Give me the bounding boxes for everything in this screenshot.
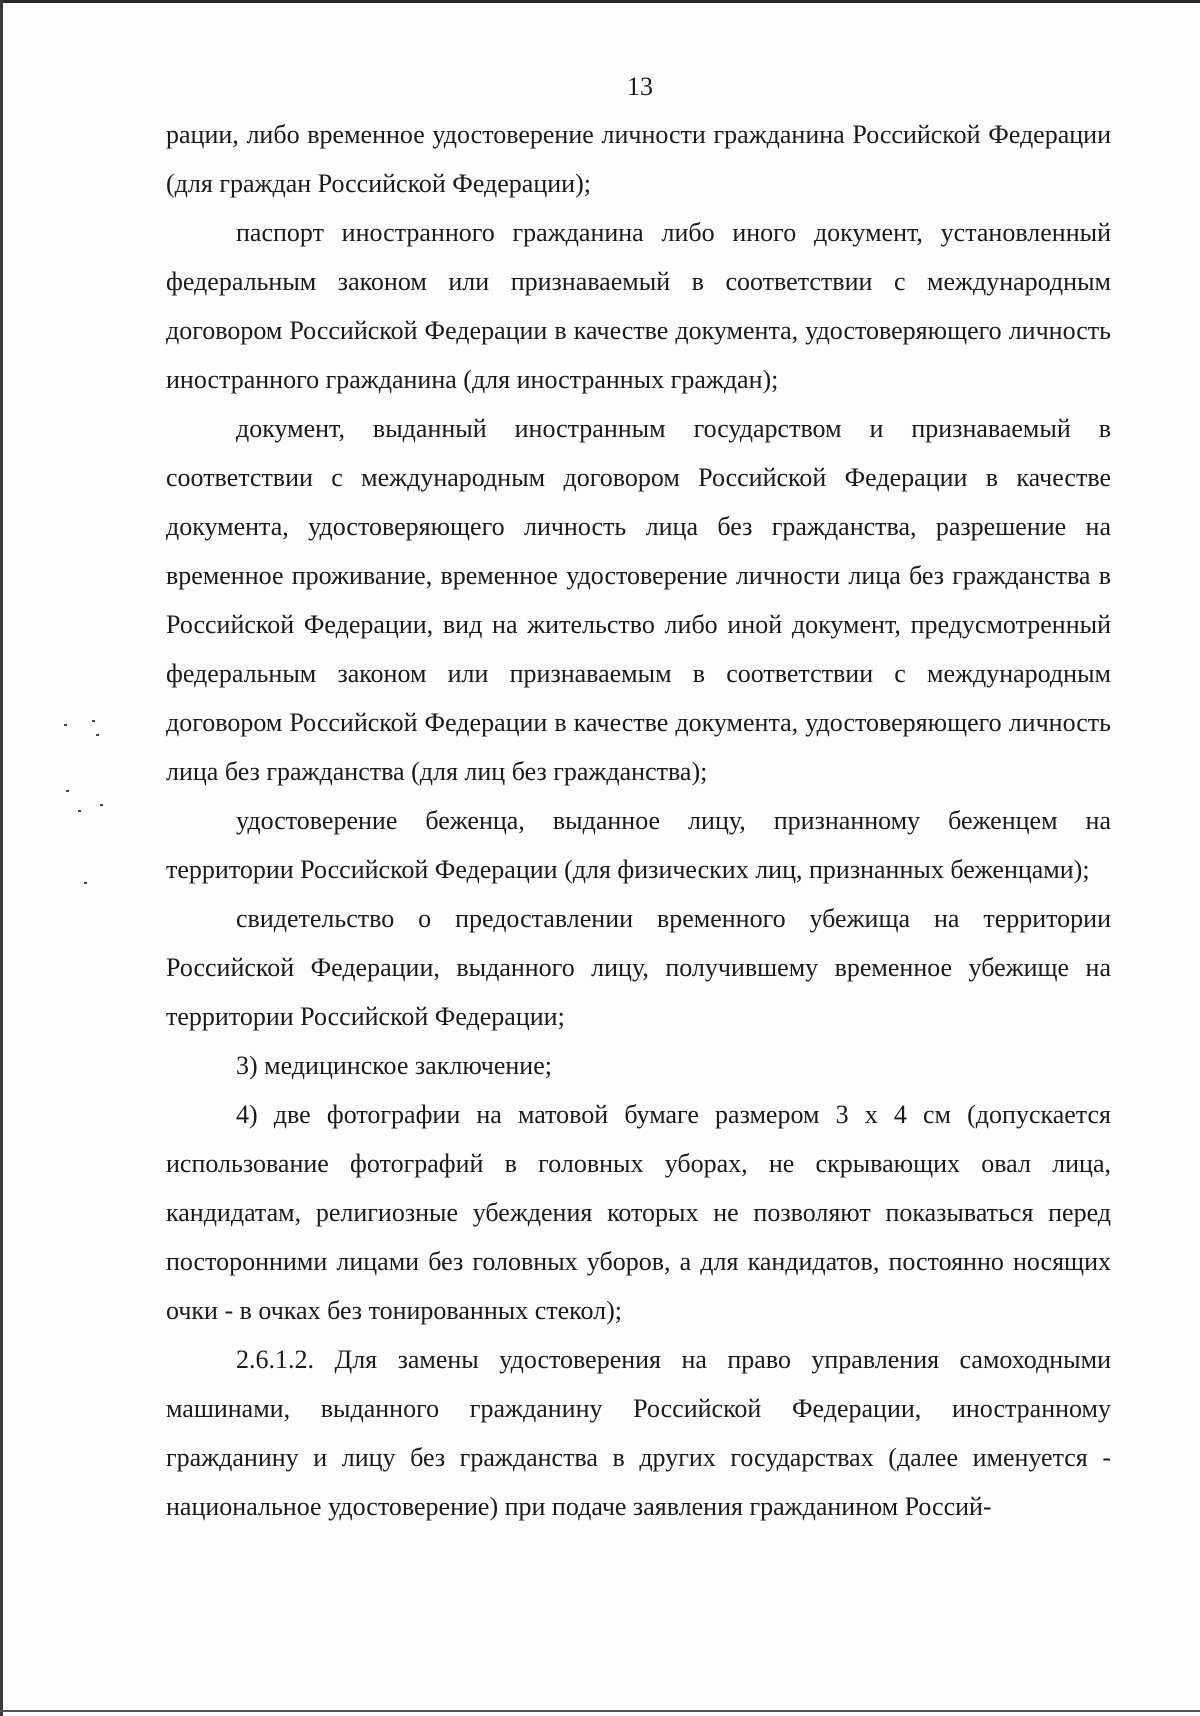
paragraph-8: 2.6.1.2. Для замены удостоверения на право управления самоходными машинами, выданного гражданину Российской Федерации, иностранному гражданину и лицу без гражданства в других государствах (далее именуется - национальное удостоверение) при подаче заявления гражданином Россий- bbox=[166, 1345, 1111, 1521]
scan-edge-top bbox=[0, 0, 1200, 3]
scan-speck bbox=[66, 790, 69, 792]
scan-speck bbox=[64, 724, 67, 726]
paragraph-3: документ, выданный иностранным государством и признаваемый в соответствии с международным договором Российской Федерации в качестве документа, удостоверяющего личность лица без гражданства, разрешение на временное проживание, временное удостоверение личности лица без гражданства в Российской Федерации, вид на жительство либо иной документ, предусмотренный федеральным законом или признаваемым в соответствии с международным договором Российской Федерации в качестве документа, удостоверяющего личность лица без гражданства (для лиц без гражданства); bbox=[166, 414, 1111, 786]
scan-speck bbox=[92, 720, 95, 722]
scan-speck bbox=[100, 804, 103, 806]
scan-edge-left bbox=[0, 0, 3, 1716]
scan-speck bbox=[78, 810, 81, 812]
scan-speck bbox=[96, 734, 99, 736]
paragraph-6: 3) медицинское заключение; bbox=[236, 1051, 552, 1080]
scan-specks bbox=[60, 700, 120, 900]
scan-speck bbox=[84, 882, 87, 884]
page-number: 13 bbox=[627, 72, 653, 101]
paragraph-4: удостоверение беженца, выданное лицу, признанному беженцем на территории Российской Федерации (для физических лиц, признанных беженцами); bbox=[166, 806, 1111, 884]
paragraph-2: паспорт иностранного гражданина либо иного документ, установленный федеральным законом или признаваемый в соответствии с международным договором Российской Федерации в качестве документа, удостоверяющего личность иностранного гражданина (для иностранных граждан); bbox=[166, 218, 1111, 394]
document-body bbox=[166, 110, 1111, 1531]
scan-edge-bottom bbox=[0, 1710, 1200, 1712]
paragraph-1: рации, либо временное удостоверение личности гражданина Российской Федерации (для граждан Российской Федерации); bbox=[166, 120, 1111, 198]
paragraph-5: свидетельство о предоставлении временного убежища на территории Российской Федерации, выданного лицу, получившему временное убежище на территории Российской Федерации; bbox=[166, 904, 1111, 1031]
paragraph-7: 4) две фотографии на матовой бумаге размером 3 х 4 см (допускается использование фотографий в головных уборах, не скрывающих овал лица, кандидатам, религиозные убеждения которых не позволяют показываться перед посторонними лицами без головных уборов, а для кандидатов, постоянно носящих очки - в очках без тонированных стекол); bbox=[166, 1100, 1111, 1325]
